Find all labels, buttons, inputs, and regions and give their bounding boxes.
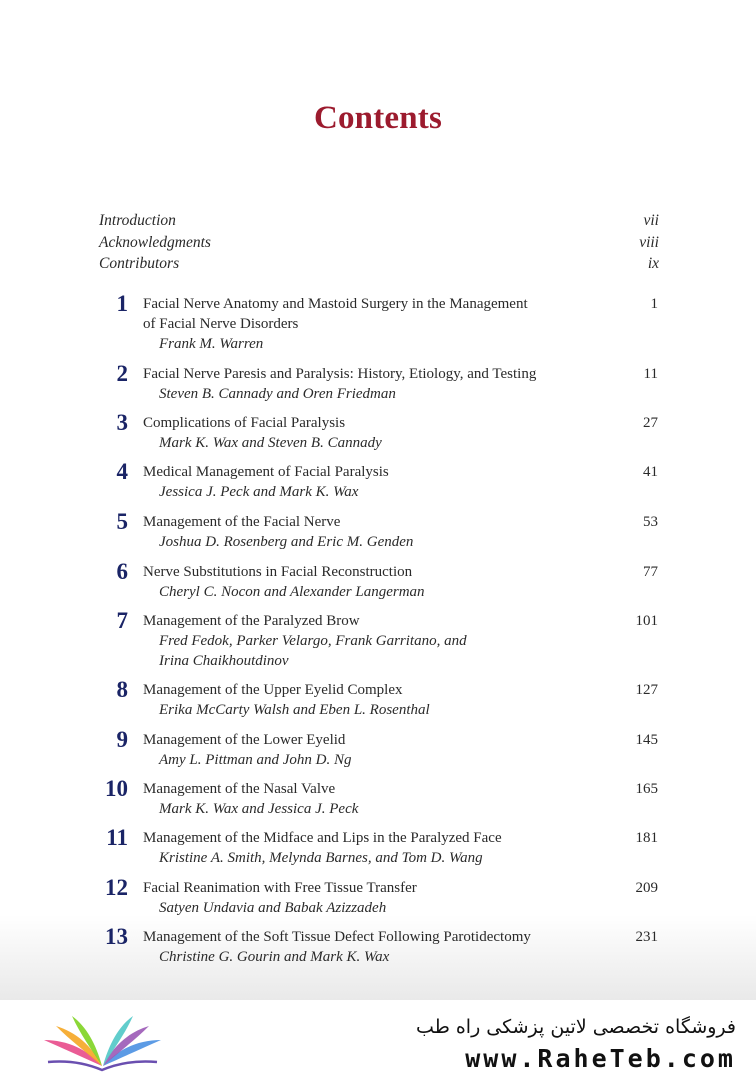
chapter-page-number: 145: [635, 732, 658, 748]
chapter-title: Management of the Facial Nerve: [143, 514, 341, 530]
chapter-title: Management of the Lower Eyelid: [143, 732, 346, 748]
chapter-entry: [90, 559, 658, 602]
chapter-entry: [90, 825, 658, 868]
chapter-title: Medical Management of Facial Paralysis: [143, 464, 389, 480]
chapter-title: Nerve Substitutions in Facial Reconstruction: [143, 564, 413, 580]
chapter-title: Complications of Facial Paralysis: [143, 415, 346, 431]
chapter-number: 3: [116, 410, 128, 435]
chapter-title: Management of the Paralyzed Brow: [143, 613, 360, 629]
chapter-page-number: 165: [635, 781, 658, 797]
chapter-number: 2: [116, 361, 128, 386]
chapter-title: Management of the Upper Eyelid Complex: [143, 682, 403, 698]
chapter-number: 1: [116, 291, 128, 316]
chapter-page-number: 77: [643, 564, 658, 580]
chapter-authors: Mark K. Wax and Jessica J. Peck: [159, 801, 359, 817]
chapter-authors: Jessica J. Peck and Mark K. Wax: [159, 484, 359, 500]
footer-banner: [0, 1000, 756, 1080]
chapter-page-number: 181: [635, 830, 658, 846]
chapter-entry: [90, 776, 658, 819]
front-matter-item: [99, 210, 659, 232]
chapter-page-number: 53: [643, 514, 658, 530]
chapter-number: 4: [116, 459, 128, 484]
front-matter-page: vii: [643, 212, 659, 229]
chapter-entry: [90, 924, 658, 967]
chapter-page-number: 27: [643, 415, 658, 431]
chapter-authors: Joshua D. Rosenberg and Eric M. Genden: [159, 534, 414, 550]
chapter-title: Facial Nerve Paresis and Paralysis: History, Etiology, and Testing: [143, 366, 537, 382]
front-matter-page: ix: [647, 255, 659, 272]
page-title: Contents: [313, 100, 443, 136]
chapter-page-number: 101: [635, 613, 658, 629]
chapter-title: of Facial Nerve Disorders: [143, 316, 299, 332]
chapter-authors: Cheryl C. Nocon and Alexander Langerman: [159, 584, 425, 600]
chapter-authors: Frank M. Warren: [159, 336, 264, 352]
chapter-entry: [90, 875, 658, 918]
chapter-number: 5: [116, 509, 128, 534]
chapter-number: 7: [116, 608, 128, 633]
chapter-entry: [90, 410, 658, 453]
chapter-page-number: 41: [643, 464, 658, 480]
chapter-entry: [90, 608, 658, 671]
chapter-number: 6: [116, 559, 128, 584]
chapter-entry: [90, 727, 658, 770]
front-matter-label: Contributors: [99, 255, 180, 272]
chapter-number: 9: [116, 727, 128, 752]
front-matter-item: [99, 232, 659, 254]
chapter-number: 11: [106, 825, 128, 850]
front-matter-page: viii: [639, 233, 659, 251]
chapter-authors: Christine G. Gourin and Mark K. Wax: [159, 949, 390, 965]
chapter-authors: Fred Fedok, Parker Velargo, Frank Garritano, and: [159, 633, 467, 649]
chapter-authors: Mark K. Wax and Steven B. Cannady: [159, 435, 382, 451]
chapter-page-number: 1: [650, 296, 658, 312]
chapter-title: Management of the Nasal Valve: [143, 781, 336, 797]
chapter-title: Facial Nerve Anatomy and Mastoid Surgery in the Management: [143, 296, 528, 312]
chapter-authors: Steven B. Cannady and Oren Friedman: [159, 386, 396, 402]
chapter-authors: Kristine A. Smith, Melynda Barnes, and Tom D. Wang: [159, 850, 483, 866]
chapter-entry: [90, 509, 658, 552]
chapter-page-number: 231: [635, 929, 658, 945]
chapter-authors: Satyen Undavia and Babak Azizzadeh: [159, 900, 387, 916]
chapter-entry: [90, 459, 658, 502]
chapter-entry: [90, 361, 658, 404]
front-matter-label: Acknowledgments: [99, 233, 211, 251]
chapter-page-number: 11: [643, 366, 658, 382]
shop-url[interactable]: www.RaheTeb.com: [465, 1044, 736, 1073]
front-matter-label: Introduction: [99, 212, 176, 229]
chapter-number: 12: [105, 875, 128, 900]
chapter-authors: Irina Chaikhoutdinov: [159, 653, 289, 669]
chapter-authors: Amy L. Pittman and John D. Ng: [159, 752, 352, 768]
chapter-entry: [90, 291, 658, 354]
chapter-title: Management of the Midface and Lips in the Paralyzed Face: [143, 830, 502, 846]
chapter-title: Facial Reanimation with Free Tissue Transfer: [143, 880, 417, 896]
chapter-page-number: 209: [635, 880, 658, 896]
open-book-logo-icon: [40, 1010, 165, 1072]
front-matter-list: [99, 210, 659, 275]
chapter-title: Management of the Soft Tissue Defect Following Parotidectomy: [143, 929, 531, 945]
chapter-page-number: 127: [635, 682, 658, 698]
chapter-entry: [90, 677, 658, 720]
shop-name: فروشگاه تخصصی لاتین پزشکی راه طب: [416, 1016, 736, 1038]
chapter-authors: Erika McCarty Walsh and Eben L. Rosenthal: [159, 702, 430, 718]
front-matter-item: [99, 253, 659, 275]
chapter-number: 13: [105, 924, 128, 949]
chapter-number: 8: [116, 677, 128, 702]
chapter-number: 10: [105, 776, 128, 801]
